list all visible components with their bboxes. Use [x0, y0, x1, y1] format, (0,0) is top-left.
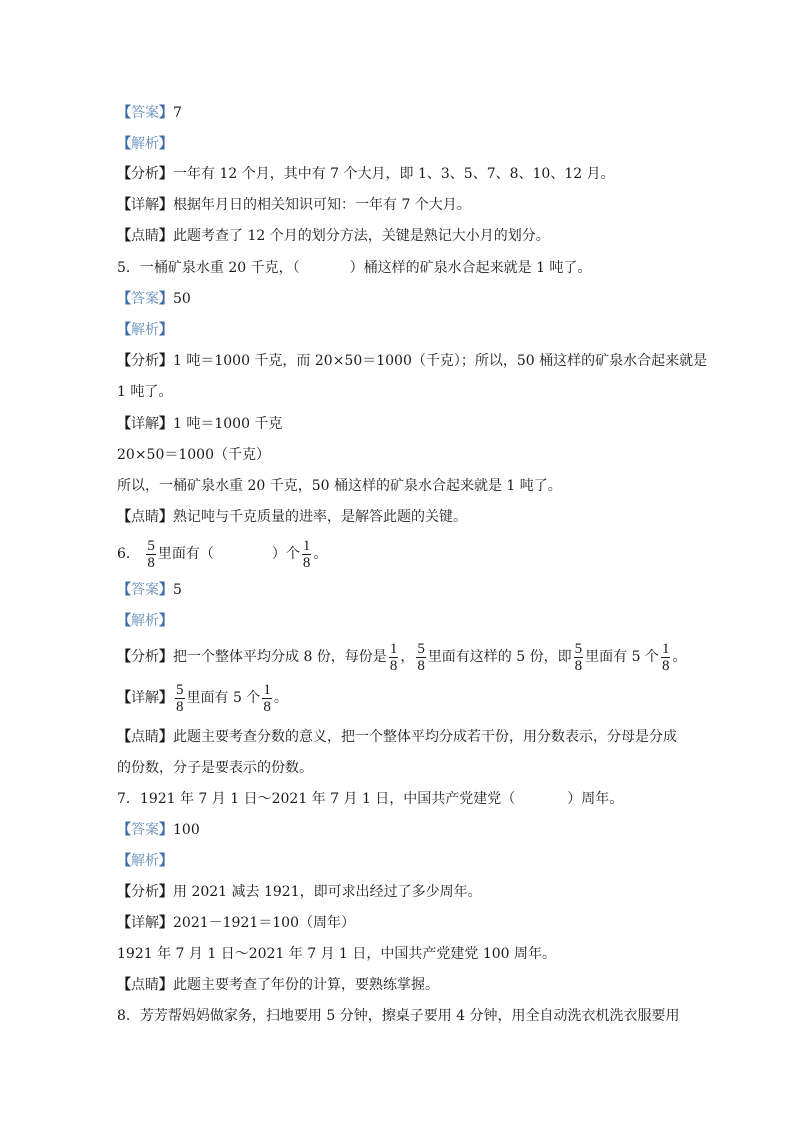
dianjing-line: 【点睛】此题考查了 12 个月的划分方法，关键是熟记大小月的划分。 [117, 228, 550, 244]
answer-line: 【答案】7 [117, 105, 182, 121]
fenxi-continuation: 1 吨了。 [117, 384, 173, 400]
dianjing-line: 【点睛】此题主要考查了年份的计算，要熟练掌握。 [117, 977, 439, 993]
analysis-heading: 【解析】 [117, 613, 173, 629]
dianjing-line: 【点睛】熟记吨与千克质量的进率，是解答此题的关键。 [117, 509, 467, 525]
question-5: 5．一桶矿泉水重 20 千克，（ ）桶这样的矿泉水合起来就是 1 吨了。 [117, 260, 592, 276]
xiangjie-conclusion: 所以，一桶矿泉水重 20 千克，50 桶这样的矿泉水合起来就是 1 吨了。 [117, 478, 562, 494]
answer-value: 50 [173, 291, 191, 307]
fraction-5-8: $\frac{5}{8}$ [417, 640, 425, 674]
fraction-1-8: $\frac{1}{8}$ [302, 537, 311, 571]
fraction-5-8: $\frac{5}{8}$ [574, 640, 583, 674]
answer-line: 【答案】5 [117, 582, 182, 598]
fenxi-line: 【分析】用 2021 减去 1921，即可求出经过了多少周年。 [117, 884, 482, 900]
answer-line: 【答案】50 [117, 291, 191, 307]
fraction-5-8: $\frac{5}{8}$ [176, 681, 184, 715]
xiangjie-line: 【详解】根据年月日的相关知识可知：一年有 7 个大月。 [117, 197, 471, 213]
xiangjie-line: 【详解】1 吨＝1000 千克 [117, 416, 283, 432]
fenxi-line: 【分析】把一个整体平均分成 8 份，每份是 $\frac{1}{8}$ ， $\frac{5}{8}$ 里面有这样的 5 份，即 $\frac{5}{8}$ 里面有 5 个 $\frac{1}{8}$ 。 [117, 640, 687, 674]
xiangjie-line: 【详解】 $\frac{5}{8}$ 里面有 5 个 $\frac{1}{8}$ 。 [117, 681, 288, 715]
xiangjie-line: 【详解】2021－1921＝100（周年） [117, 915, 355, 931]
answer-value: 100 [173, 822, 200, 838]
fraction-1-8: $\frac{1}{8}$ [661, 640, 670, 674]
fraction-1-8: $\frac{1}{8}$ [263, 681, 271, 715]
analysis-heading: 【解析】 [117, 136, 173, 152]
fraction-5-8: $\frac{5}{8}$ [147, 537, 155, 571]
answer-value: 7 [173, 105, 182, 121]
answer-label: 答案 [131, 105, 159, 121]
dianjing-continuation: 的份数，分子是要表示的份数。 [117, 760, 313, 776]
fenxi-line: 【分析】一年有 12 个月，其中有 7 个大月，即 1、3、5、7、8、10、12 月。 [117, 166, 615, 182]
fenxi-line: 【分析】1 吨＝1000 千克，而 20×50＝1000（千克）；所以，50 桶这样的矿泉水合起来就是 [117, 353, 708, 369]
answer-value: 5 [173, 582, 182, 598]
question-8: 8．芳芳帮妈妈做家务，扫地要用 5 分钟，擦桌子要用 4 分钟，用全自动洗衣机洗衣服要用 [117, 1008, 680, 1024]
answer-line: 【答案】100 [117, 822, 200, 838]
question-6: 6． $\frac{5}{8}$ 里面有（ ）个 $\frac{1}{8}$ 。 [117, 537, 328, 571]
dianjing-line: 【点睛】此题主要考查分数的意义，把一个整体平均分成若干份，用分数表示，分母是分成 [117, 729, 677, 745]
analysis-heading: 【解析】 [117, 322, 173, 338]
xiangjie-conclusion: 1921 年 7 月 1 日～2021 年 7 月 1 日，中国共产党建党 100 周年。 [117, 946, 557, 962]
xiangjie-step: 20×50＝1000（千克） [117, 447, 270, 463]
question-7: 7．1921 年 7 月 1 日～2021 年 7 月 1 日，中国共产党建党（ ）周年。 [117, 791, 624, 807]
fraction-1-8: $\frac{1}{8}$ [389, 640, 398, 674]
analysis-heading: 【解析】 [117, 853, 173, 869]
